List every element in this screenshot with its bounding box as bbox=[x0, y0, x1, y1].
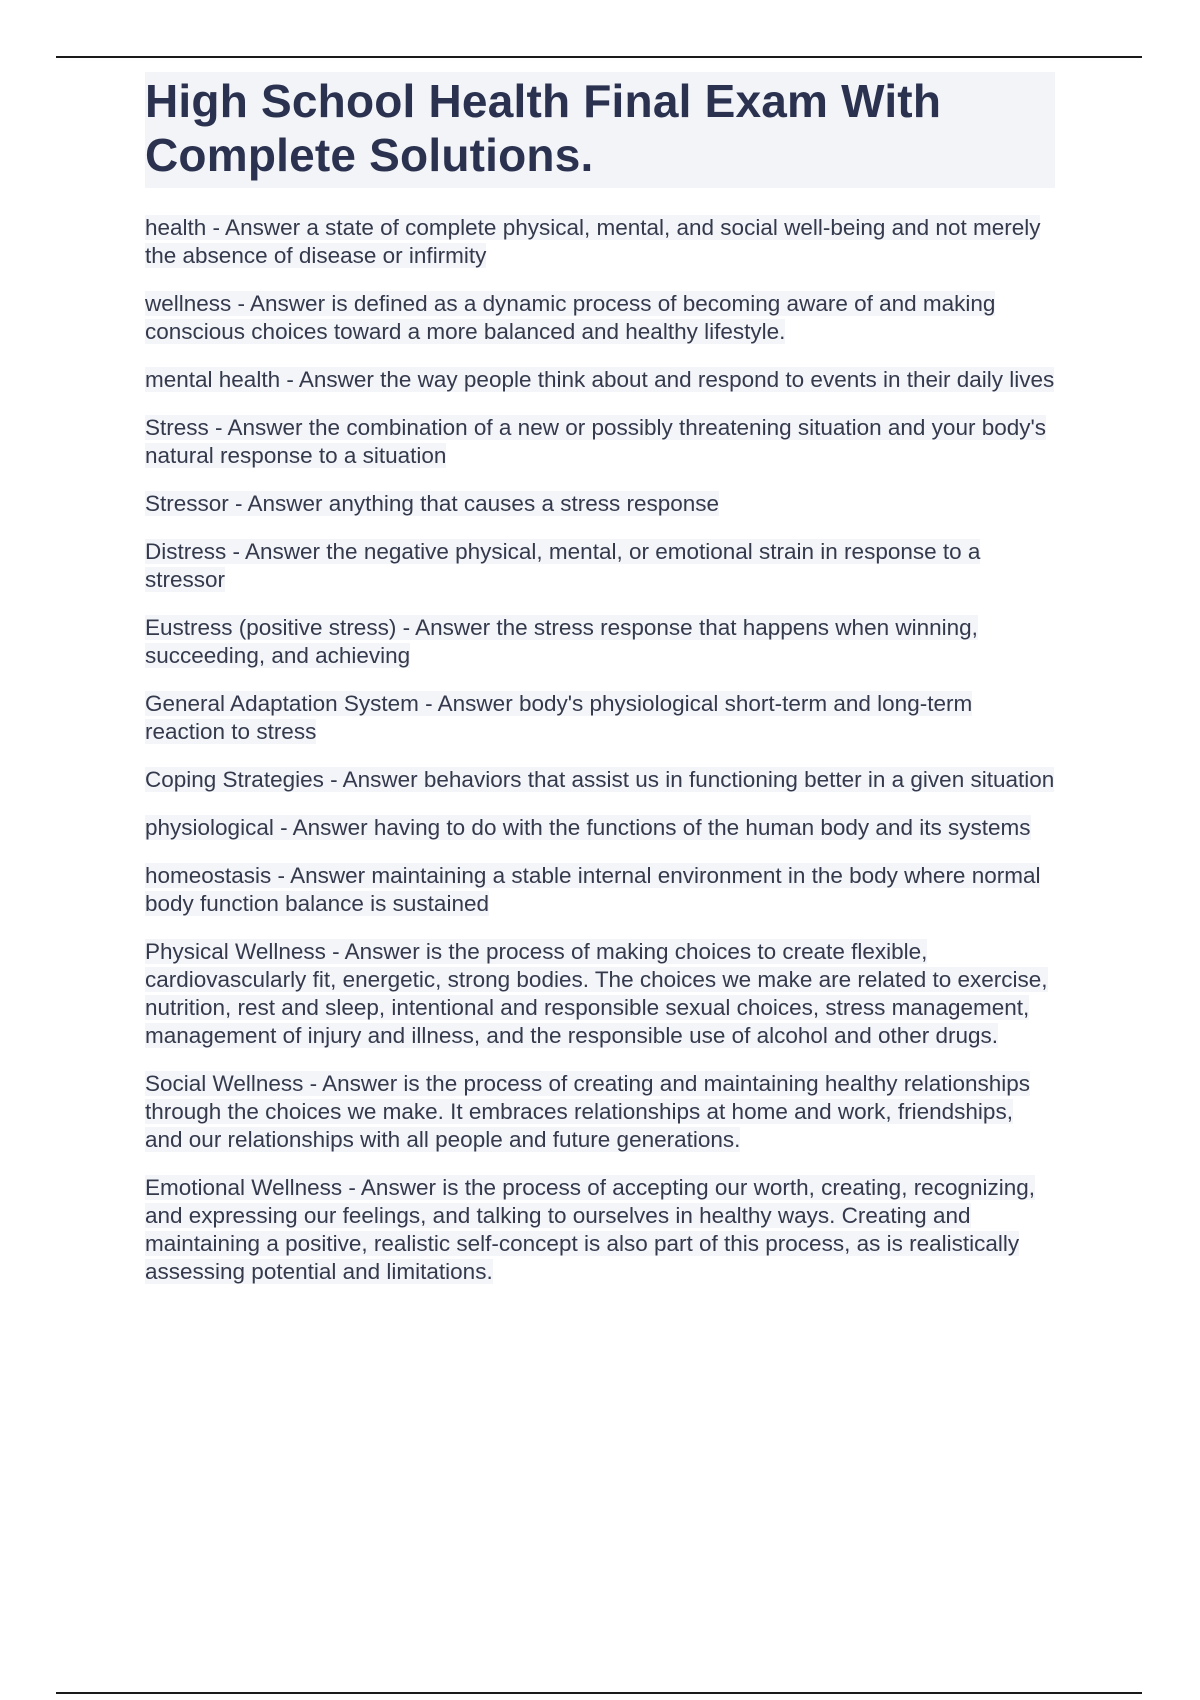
entry-general-adaptation-system bbox=[145, 690, 1055, 746]
entry-text: Stress - Answer the combination of a new or possibly threatening situation and your body's natural response to a situation bbox=[145, 415, 1047, 468]
entry-text: wellness - Answer is defined as a dynamic process of becoming aware of and making conscious choices toward a more balanced and healthy lifestyle. bbox=[145, 291, 996, 344]
entry-physical-wellness bbox=[145, 938, 1055, 1050]
entry-social-wellness bbox=[145, 1070, 1055, 1154]
entry-text: Stressor - Answer anything that causes a stress response bbox=[145, 491, 720, 516]
entry-homeostasis bbox=[145, 862, 1055, 918]
document-body bbox=[145, 72, 1055, 1306]
entry-physiological bbox=[145, 814, 1055, 842]
entry-coping-strategies bbox=[145, 766, 1055, 794]
entry-text: physiological - Answer having to do with the functions of the human body and its systems bbox=[145, 815, 1031, 840]
entry-text: Emotional Wellness - Answer is the process of accepting our worth, creating, recognizing, and expressing our feelings, and talking to ourselves in healthy ways. Creating and maintaining a positive, realistic self-concept is also part of this process, as is realistically assessing potential and limitations. bbox=[145, 1175, 1036, 1284]
entry-health bbox=[145, 214, 1055, 270]
entry-distress bbox=[145, 538, 1055, 594]
entry-text: health - Answer a state of complete physical, mental, and social well-being and not merely the absence of disease or infirmity bbox=[145, 215, 1041, 268]
page-title: High School Health Final Exam With Complete Solutions. bbox=[145, 75, 942, 181]
title-block bbox=[145, 72, 1055, 188]
entry-text: Social Wellness - Answer is the process of creating and maintaining healthy relationships through the choices we make. It embraces relationships at home and work, friendships, and our relationships with all people and future generations. bbox=[145, 1071, 1031, 1152]
entry-text: Eustress (positive stress) - Answer the stress response that happens when winning, succeeding, and achieving bbox=[145, 615, 978, 668]
entry-text: Coping Strategies - Answer behaviors that assist us in functioning better in a given situation bbox=[145, 767, 1055, 792]
entry-stressor bbox=[145, 490, 1055, 518]
entry-text: General Adaptation System - Answer body's physiological short-term and long-term reaction to stress bbox=[145, 691, 973, 744]
top-rule bbox=[56, 56, 1142, 58]
entry-stress bbox=[145, 414, 1055, 470]
entry-text: Physical Wellness - Answer is the process of making choices to create flexible, cardiovascularly fit, energetic, strong bodies. The choices we make are related to exercise, nutrition, rest and sleep, intentional and responsible sexual choices, stress management, management of injury and illness, and the responsible use of alcohol and other drugs. bbox=[145, 939, 1048, 1048]
bottom-rule bbox=[56, 1692, 1142, 1694]
entry-wellness bbox=[145, 290, 1055, 346]
entry-text: Distress - Answer the negative physical, mental, or emotional strain in response to a stressor bbox=[145, 539, 981, 592]
entry-text: mental health - Answer the way people think about and respond to events in their daily lives bbox=[145, 367, 1055, 392]
entry-eustress bbox=[145, 614, 1055, 670]
entry-text: homeostasis - Answer maintaining a stable internal environment in the body where normal body function balance is sustained bbox=[145, 863, 1041, 916]
entry-mental-health bbox=[145, 366, 1055, 394]
entry-emotional-wellness bbox=[145, 1174, 1055, 1286]
